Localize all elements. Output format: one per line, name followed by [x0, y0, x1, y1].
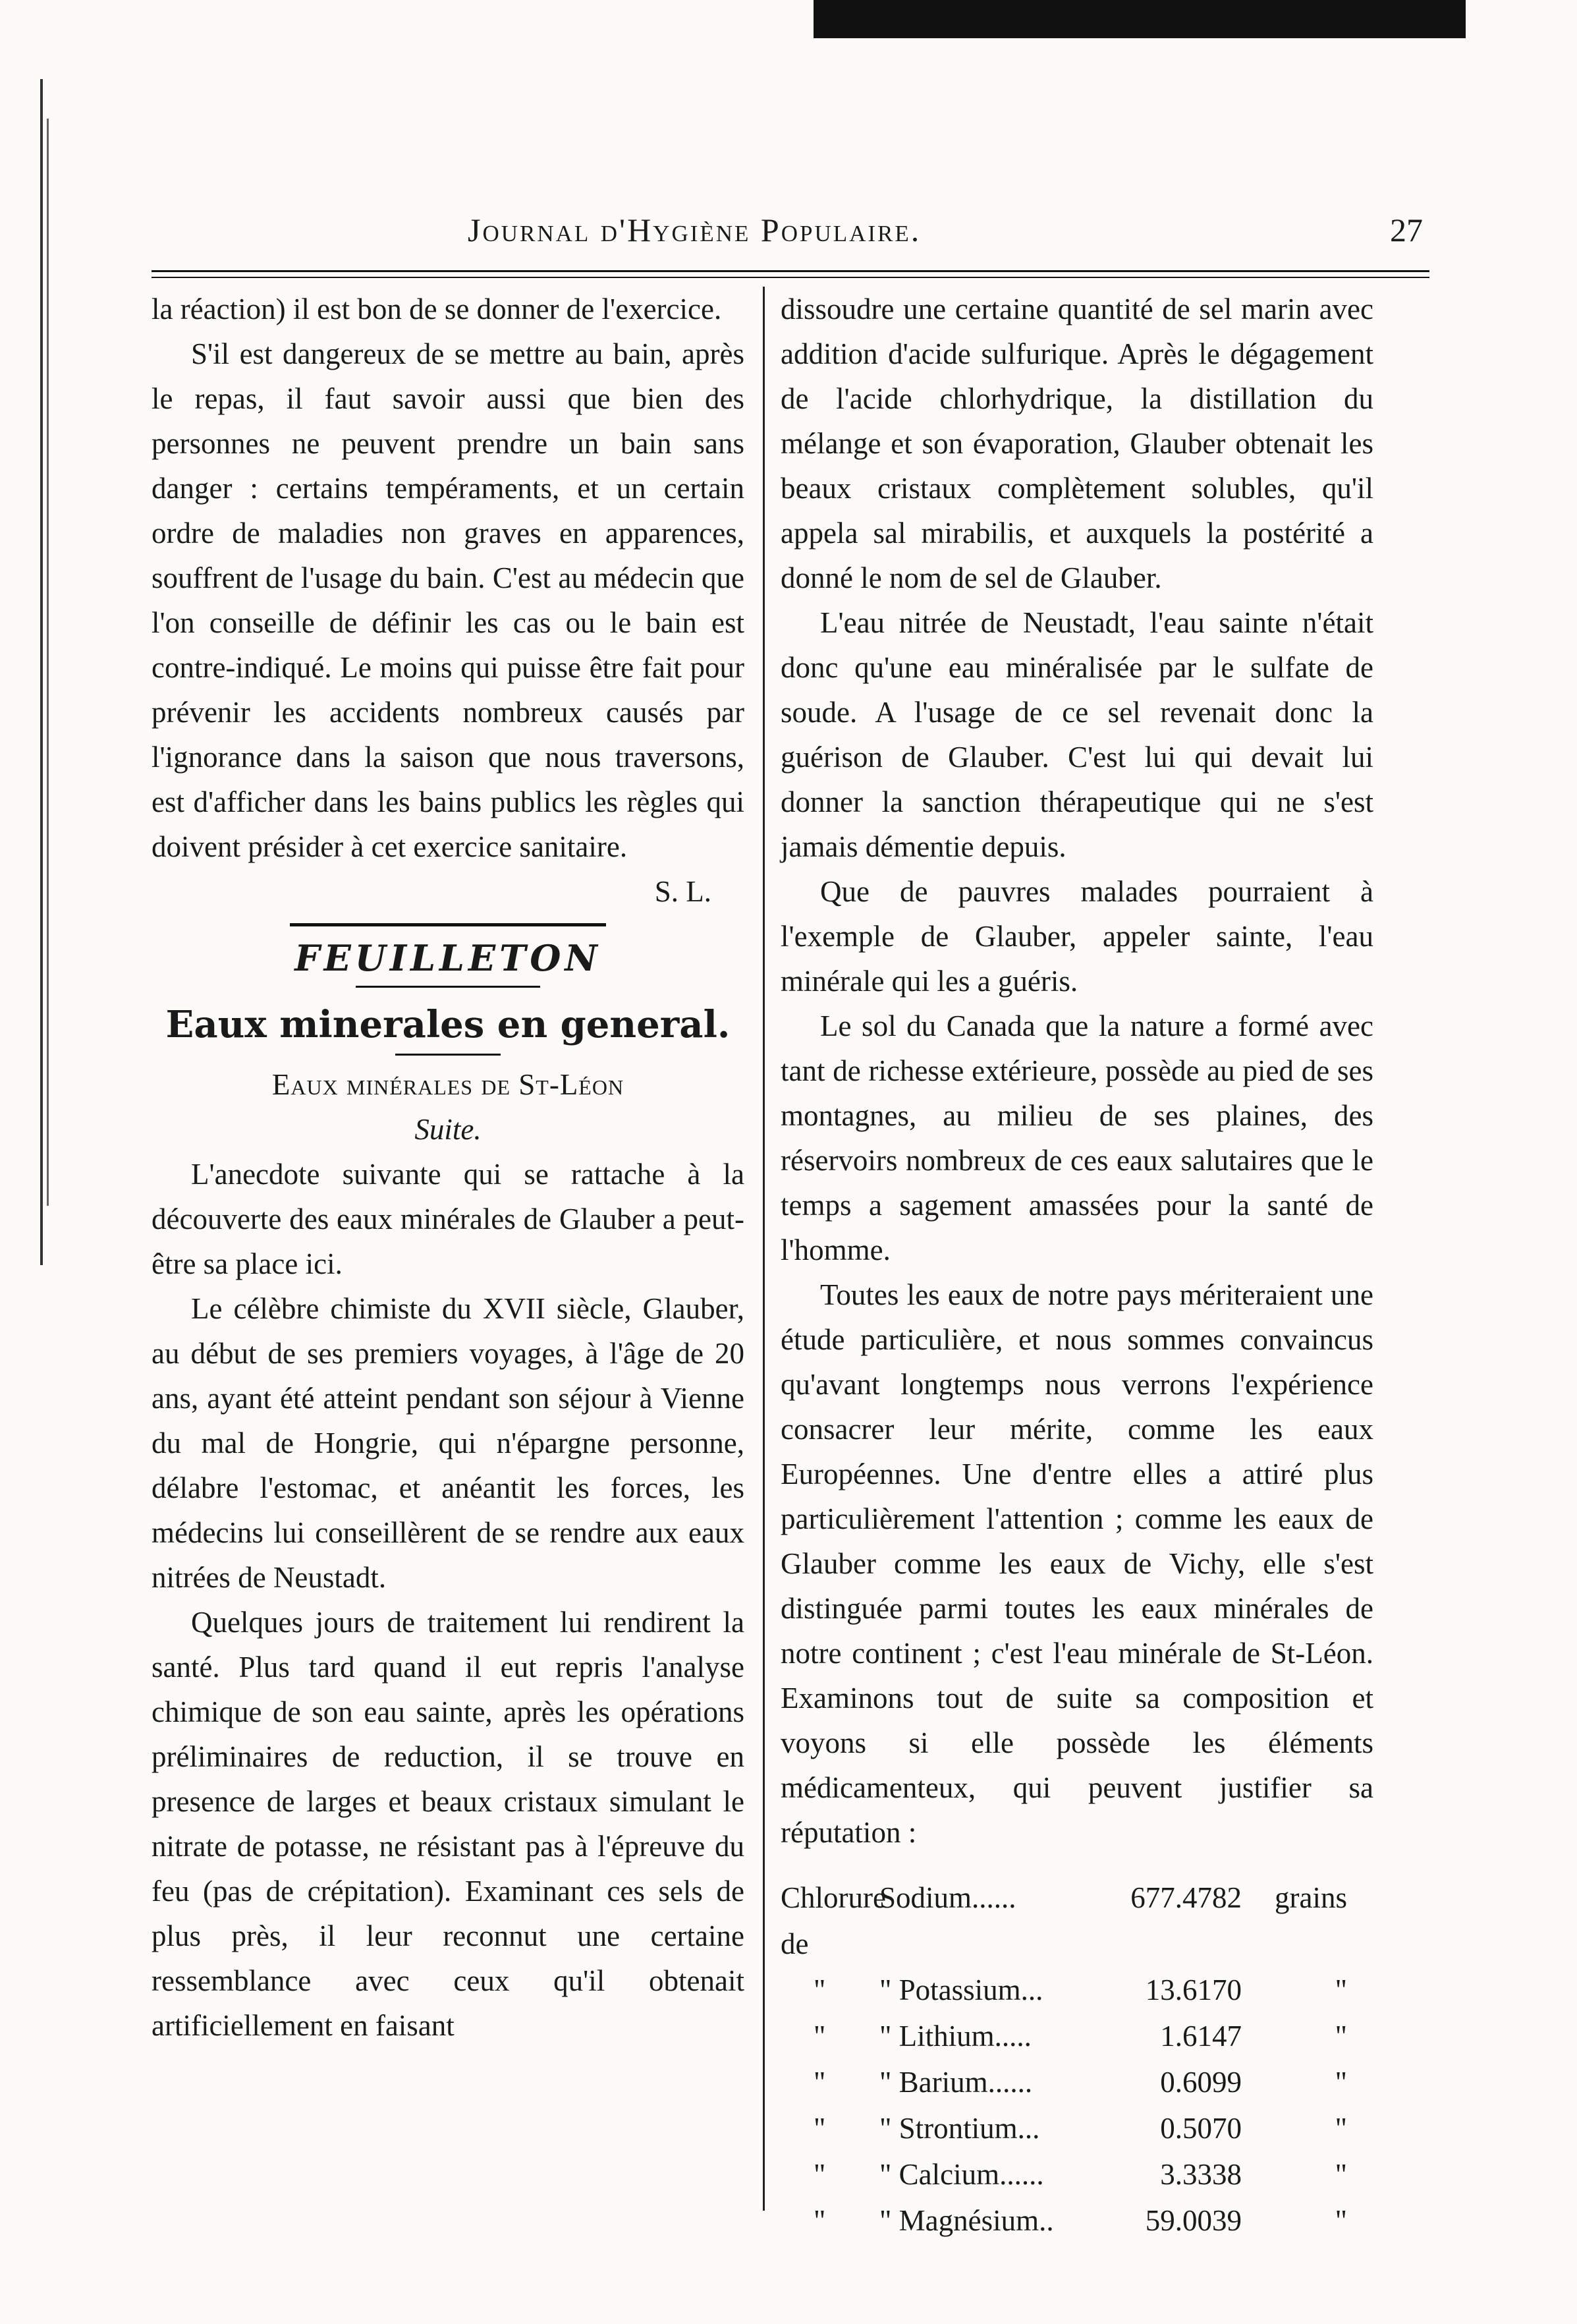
composition-table: [781, 1875, 1373, 2244]
table-ditto: ": [1335, 2020, 1347, 2053]
table-value: 0.5070: [1160, 2112, 1242, 2145]
table-element: " Magnésium..: [879, 2204, 1054, 2237]
paragraph: dissoudre une certaine quantité de sel marin avec addition d'acide sulfurique. Après le dégagement de l'acide chlorhydrique, la distillation du mélange et son évaporation, Glauber obtenait les beaux cristaux complètement solubles, qu'il appela sal mirabilis, et auxquels la postérité a donné le nom de sel de Glauber.: [781, 293, 1373, 594]
table-element: Sodium......: [879, 1881, 1016, 1914]
table-prefix: ": [814, 2020, 826, 2053]
header-rule-thin: [152, 277, 1429, 278]
paragraph: Que de pauvres malades pourraient à l'exemple de Glauber, appeler sainte, l'eau minérale qui les a guéris.: [781, 875, 1373, 998]
table-value: 3.3338: [1160, 2158, 1242, 2191]
table-ditto: ": [1335, 2158, 1347, 2191]
section-rule: [290, 923, 606, 926]
table-unit: grains: [1275, 1881, 1347, 1914]
right-column: [781, 287, 1373, 2244]
table-prefix: Chlorure de: [781, 1881, 886, 1960]
scan-binding-edge: [36, 79, 53, 1265]
scan-top-bar: [814, 0, 1466, 38]
signature: S. L.: [654, 875, 711, 908]
table-value: 0.6099: [1160, 2066, 1242, 2099]
table-ditto: ": [1335, 1973, 1347, 2006]
page-number: 27: [1390, 212, 1423, 248]
table-element: " Lithium.....: [879, 2020, 1032, 2053]
table-element: " Calcium......: [879, 2158, 1044, 2191]
table-value: 677.4782: [1130, 1881, 1242, 1914]
left-column: [152, 287, 744, 2048]
table-row: [781, 2105, 1373, 2151]
table-ditto: ": [1335, 2066, 1347, 2099]
table-value: 13.6170: [1145, 1973, 1242, 2006]
feuilleton-heading: FEUILLETON: [294, 937, 601, 979]
paragraph: Le sol du Canada que la nature a formé avec tant de richesse extérieure, possède au pied de ses montagnes, au milieu de ses plaines, des réservoirs nombreux de ces eaux salutaires que le temps a sagement amassées pour la santé de l'homme.: [781, 1009, 1373, 1266]
section-rule: [395, 1054, 501, 1056]
running-header: [152, 211, 1429, 257]
table-ditto: ": [1335, 2204, 1347, 2237]
table-row: [781, 1967, 1373, 2013]
paragraph: Quelques jours de traitement lui rendirent la santé. Plus tard quand il eut repris l'analyse chimique de son eau sainte, après les opérations préliminaires de reduction, il se trouve en presence de larges et beaux cristaux simulant le nitrate de potasse, ne résistant pas à l'épreuve du feu (pas de crépitation). Examinant ces sels de plus près, il leur reconnut une certaine ressemblance avec ceux qu'il obtenait artificiellement en faisant: [152, 1606, 744, 2042]
article-heading: Eaux minerales en general.: [165, 1003, 731, 1046]
table-prefix: ": [814, 1973, 826, 2006]
paragraph: L'anecdote suivante qui se rattache à la découverte des eaux minérales de Glauber a peut-être sa place ici.: [152, 1158, 744, 1280]
table-element: " Barium......: [879, 2066, 1033, 2099]
paragraph: S'il est dangereux de se mettre au bain, après le repas, il faut savoir aussi que bien des personnes ne peuvent prendre un bain sans danger : certains tempéraments, et un certain ordre de maladies non graves en apparences, souffrent de l'usage du bain. C'est au médecin que l'on conseille de définir les cas ou le bain est contre-indiqué. Le moins qui puisse être fait pour prévenir les accidents nombreux causés par l'ignorance dans la saison que nous traversons, est d'afficher dans les bains publics les règles qui doivent présider à cet exercice sanitaire.: [152, 337, 744, 863]
table-prefix: ": [814, 2204, 826, 2237]
paragraph: Toutes les eaux de notre pays mériteraient une étude particulière, et nous sommes convaincus qu'avant longtemps nous verrons l'expérience consacrer leur mérite, comme les eaux Européennes. Une d'entre elles a attiré plus particulièrement l'attention ; comme les eaux de Glauber comme les eaux de Vichy, elle s'est distinguée parmi toutes les eaux minérales de notre continent ; c'est l'eau minérale de St-Léon. Examinons tout de suite sa composition et voyons si elle possède les éléments médicamenteux, qui peuvent justifier sa réputation :: [781, 1278, 1373, 1849]
section-rule: [356, 986, 540, 988]
article-subheading: Eaux minérales de St-Léon: [271, 1068, 624, 1101]
table-element: " Strontium...: [879, 2112, 1040, 2145]
header-rule: [152, 270, 1429, 272]
column-divider: [763, 287, 765, 2211]
table-row: [781, 2013, 1373, 2059]
table-prefix: ": [814, 2158, 826, 2191]
table-row: [781, 1875, 1373, 1967]
table-value: 1.6147: [1160, 2020, 1242, 2053]
table-row: [781, 2059, 1373, 2105]
table-value: 59.0039: [1145, 2204, 1242, 2237]
paragraph: L'eau nitrée de Neustadt, l'eau sainte n'était donc qu'une eau minéralisée par le sulfate de soude. A l'usage de ce sel revenait donc la guérison de Glauber. C'est lui qui devait lui donner la sanction thérapeutique qui ne s'est jamais démentie depuis.: [781, 606, 1373, 863]
table-row: [781, 2151, 1373, 2197]
journal-page: [152, 191, 1429, 2267]
table-prefix: ": [814, 2066, 826, 2099]
journal-title: Journal d'Hygiène Populaire.: [468, 212, 922, 248]
paragraph: Le célèbre chimiste du XVII siècle, Glauber, au début de ses premiers voyages, à l'âge de 20 ans, ayant été atteint pendant son séjour à Vienne du mal de Hongrie, qui n'épargne personne, délabre l'estomac, et anéantit les forces, les médecins lui conseillèrent de se rendre aux eaux nitrées de Neustadt.: [152, 1292, 744, 1594]
paragraph: la réaction) il est bon de se donner de l'exercice.: [152, 293, 722, 326]
suite-label: Suite.: [414, 1113, 482, 1146]
table-ditto: ": [1335, 2112, 1347, 2145]
table-element: " Potassium...: [879, 1973, 1043, 2006]
table-prefix: ": [814, 2112, 826, 2145]
table-row: [781, 2197, 1373, 2244]
